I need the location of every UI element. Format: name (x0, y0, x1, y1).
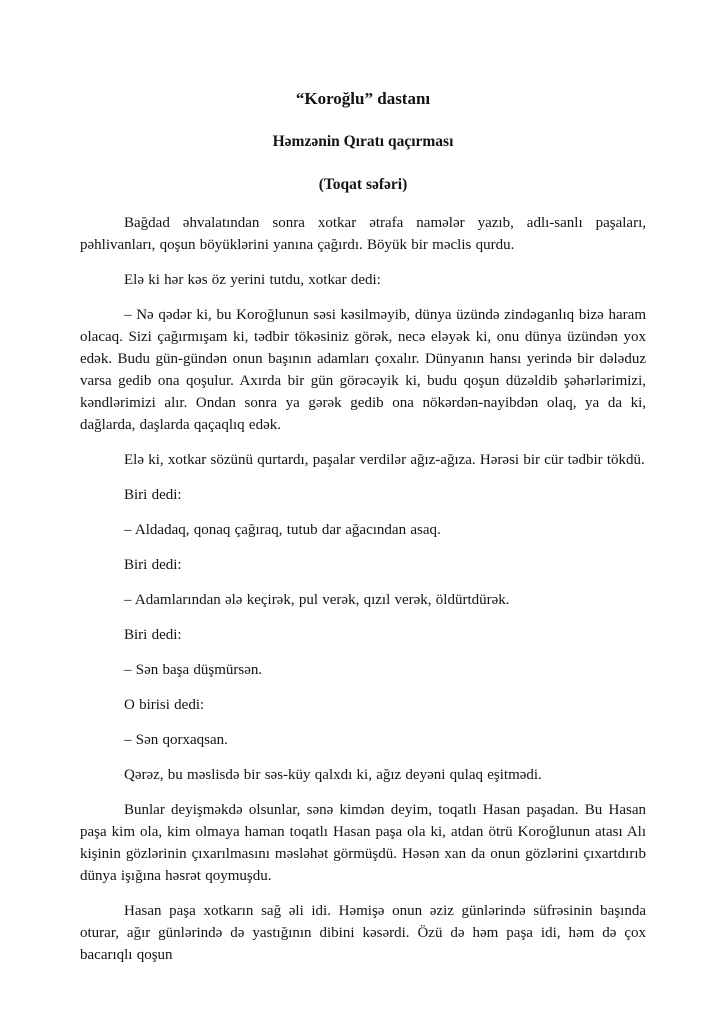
paragraph-dialogue: – Sən qorxaqsan. (124, 732, 228, 748)
paragraph-dialogue: – Sən başa düşmürsən. (124, 662, 263, 678)
paragraph: Bunlar deyişməkdə olsunlar, sənə kimdən deyim, toqatlı Hasan paşadan. Bu Hasan paşa kim ola, kim olmaya haman toqatlı Hasan paşa ola ki, atdan ötrü Koroğlunun atası Alı kişinin gözlərinin çıxarılmasını məsləhət görmüşdü. Həsən xan da onun gözlərini çıxartdırıb dünya işığına həsrət qoymuşdu. (80, 802, 646, 884)
paragraph-dialogue: – Aldadaq, qonaq çağıraq, tutub dar ağacından asaq. (124, 522, 441, 538)
doc-subtitle: Həmzənin Qıratı qaçırması (272, 133, 454, 150)
doc-title: “Koroğlu” dastanı (295, 89, 431, 108)
paragraph: Elə ki, xotkar sözünü qurtardı, paşalar verdilər ağız-ağıza. Hərəsi bir cür tədbir tökdü. (124, 452, 645, 468)
paragraph: Qərəz, bu məslisdə bir səs-küy qalxdı ki, ağız deyəni qulaq eşitmədi. (124, 767, 542, 783)
paragraph-dialogue: – Adamlarından ələ keçirək, pul verək, qızıl verək, öldürtdürək. (124, 592, 510, 608)
paragraph: Elə ki hər kəs öz yerini tutdu, xotkar dedi: (124, 272, 381, 288)
paragraph: Biri dedi: (124, 487, 182, 503)
paragraph: Biri dedi: (124, 557, 182, 573)
paragraph: O birisi dedi: (124, 697, 205, 713)
paragraph: Biri dedi: (124, 627, 182, 643)
paragraph-dialogue: – Nə qədər ki, bu Koroğlunun səsi kəsilməyib, dünya üzündə zindəganlıq bizə haram olacaq. Sizi çağırmışam ki, tədbir tökəsiniz görək, necə eləyək ki, onu dünya üzündən yox edək. Budu gün-gündən onun başının adamları çoxalır. Dünyanın hansı yerində bir dələduz varsa gedib ona qoşulur. Axırda bir gün görəcəyik ki, budu qoşun düzəldib şəhərlərimizi, kəndlərimizi alır. Ondan sonra ya gərək gedib ona nökərdən-nayibdən olaq, ya da ki, dağlarda, daşlarda qaçaqlıq edək. (80, 307, 646, 433)
doc-section-title: (Toqat səfəri) (318, 176, 408, 193)
paragraph: Hasan paşa xotkarın sağ əli idi. Həmişə onun əziz günlərində süfrəsinin başında oturar, ağır günlərində də yastığının dibini kəsərdi. Özü də həm paşa idi, həm də çox bacarıqlı qoşun (80, 903, 646, 963)
paragraph: Bağdad əhvalatından sonra xotkar ətrafa namələr yazıb, adlı-sanlı paşaları, pəhlivanları, qoşun böyüklərini yanına çağırdı. Böyük bir məclis qurdu. (80, 215, 646, 253)
